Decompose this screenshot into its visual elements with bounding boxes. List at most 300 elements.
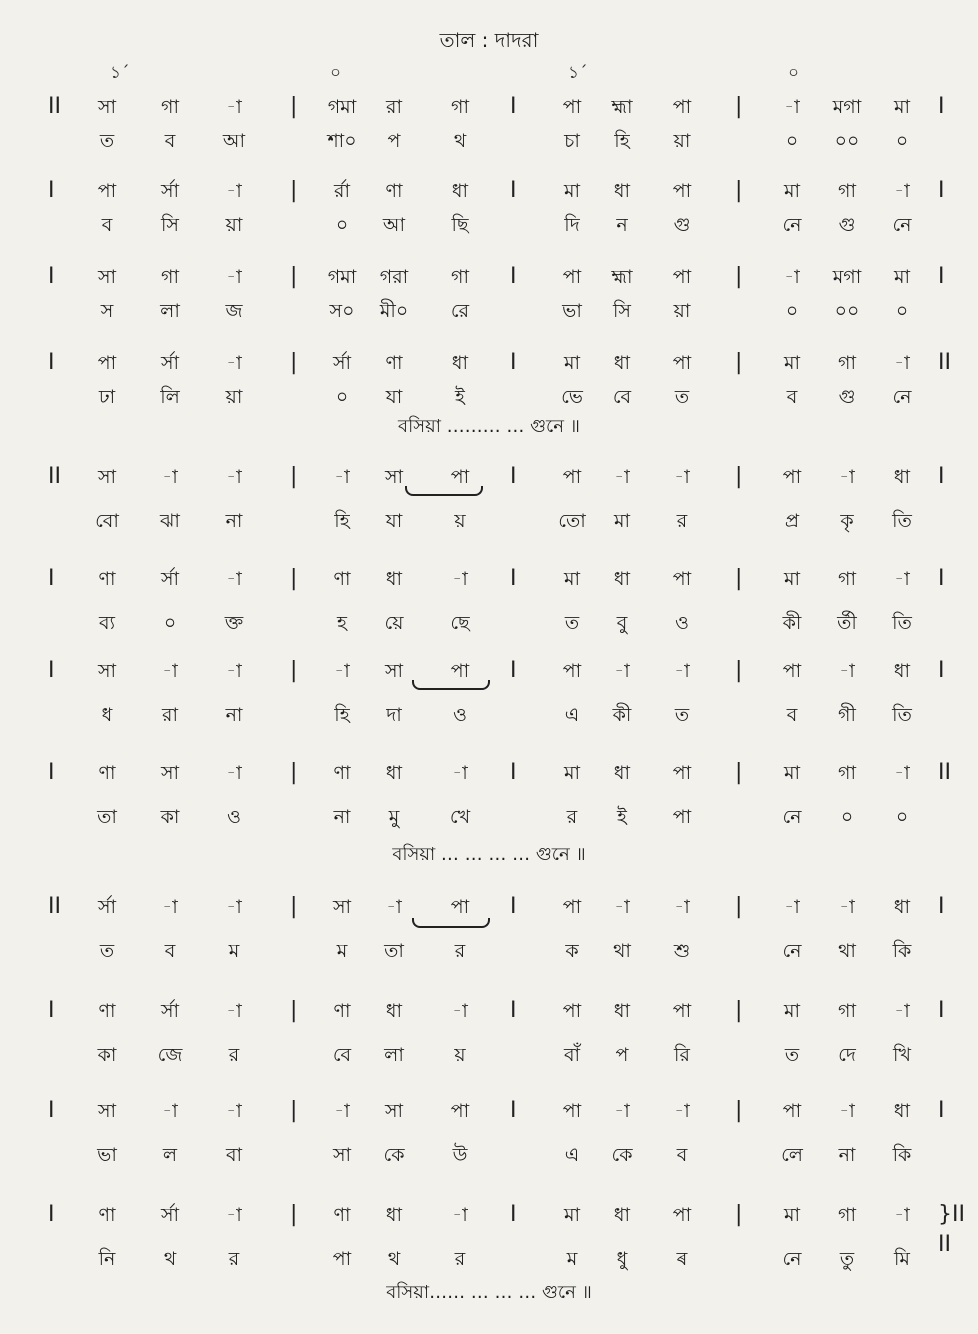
swar-note: ণা [333, 1204, 351, 1226]
bani-syllable: দা [386, 704, 402, 726]
swar-note: গমা [327, 266, 357, 288]
bani-syllable: তা [384, 940, 404, 962]
bar-line: | [290, 658, 298, 683]
swar-note: পা [782, 1100, 802, 1122]
swar-line [0, 1096, 978, 1136]
swar-note: পা [672, 352, 692, 374]
swar-note: -া [162, 466, 178, 488]
swar-note: -া [334, 466, 350, 488]
bani-syllable: বাঁ [563, 1044, 581, 1066]
bani-syllable: ত [784, 1044, 800, 1066]
bani-syllable: নে [782, 214, 802, 236]
swar-note: সা [97, 266, 117, 288]
bani-syllable: কা [160, 806, 180, 828]
swar-note: পা [450, 466, 470, 488]
swar-note: -া [226, 1100, 242, 1122]
bani-syllable: ত [674, 704, 690, 726]
swar-note: ণা [98, 1000, 116, 1022]
bani-syllable: ত [99, 940, 115, 962]
swar-note: -া [452, 568, 468, 590]
swar-note: পা [562, 1000, 582, 1022]
swar-note: র্রা [334, 180, 350, 202]
slur-mark [412, 680, 490, 690]
bani-syllable: চা [564, 130, 580, 152]
swar-note: -া [226, 896, 242, 918]
bar-line: | [290, 566, 298, 591]
swar-note: -া [674, 466, 690, 488]
bani-syllable: কী [782, 612, 802, 634]
bar-line: | [735, 94, 743, 119]
bani-syllable: না [225, 704, 243, 726]
bani-syllable: হি [614, 130, 630, 152]
bani-syllable: শা০ [327, 130, 357, 152]
swar-note: গা [451, 266, 469, 288]
bani-syllable: মু [388, 806, 400, 828]
bani-syllable: ০ [895, 300, 909, 322]
swar-note: গা [838, 1000, 856, 1022]
bar-line: I [510, 894, 517, 919]
swar-note: -া [674, 1100, 690, 1122]
beat-mark: ১´ [110, 63, 130, 83]
swar-note: ধা [613, 1000, 631, 1022]
swar-note: -া [226, 1000, 242, 1022]
bar-line: I [48, 566, 55, 591]
swar-note: ণা [333, 1000, 351, 1022]
bani-syllable: থ [387, 1248, 401, 1270]
swar-note: হ্মা [611, 96, 633, 118]
swar-note: -া [614, 466, 630, 488]
bar-line: | [735, 350, 743, 375]
bani-syllable: ত [674, 386, 690, 408]
swar-note: -া [839, 1100, 855, 1122]
bani-syllable: থ [453, 130, 467, 152]
swar-note: মা [783, 1000, 801, 1022]
swar-note: -া [839, 660, 855, 682]
bar-line: I [510, 94, 517, 119]
bar-line: | [735, 178, 743, 203]
bani-syllable: নি [98, 1248, 116, 1270]
bani-syllable: ব [786, 386, 798, 408]
bani-syllable: লে [781, 1144, 803, 1166]
bani-syllable: র [454, 940, 466, 962]
swar-note: পা [782, 660, 802, 682]
swar-note: মা [783, 568, 801, 590]
bar-line: | [735, 1098, 743, 1123]
bar-line: | [290, 94, 298, 119]
bani-syllable: মি [894, 1248, 910, 1270]
swar-note: ধা [893, 660, 911, 682]
bani-syllable: রা [162, 704, 178, 726]
bani-line [0, 126, 978, 166]
bani-syllable: কি [892, 940, 912, 962]
bani-line [0, 802, 978, 842]
swar-note: -া [674, 660, 690, 682]
bani-syllable: ০ [895, 806, 909, 828]
swar-note: মগা [832, 96, 862, 118]
swar-note: মা [563, 180, 581, 202]
swar-line [0, 564, 978, 604]
swar-note: পা [672, 180, 692, 202]
swar-note: ধা [893, 896, 911, 918]
bar-line: | [290, 264, 298, 289]
swar-note: -া [226, 762, 242, 784]
bar-line: I [510, 178, 517, 203]
swar-note: ণা [385, 180, 403, 202]
swar-note: -া [674, 896, 690, 918]
bani-syllable: প্র [784, 510, 800, 532]
bar-line: II [938, 350, 951, 375]
swar-note: মগা [832, 266, 862, 288]
bani-syllable: পা [332, 1248, 352, 1270]
refrain-line: বসিয়া…… … … … গুনে ॥ [386, 1282, 592, 1303]
bani-syllable: ধু [616, 1248, 628, 1270]
swar-note: -া [614, 896, 630, 918]
swar-note: পা [562, 1100, 582, 1122]
bar-line: I [48, 350, 55, 375]
bani-syllable: ও [675, 612, 689, 634]
bani-syllable: ব্য [98, 612, 116, 634]
swar-note: মা [563, 1204, 581, 1226]
bar-line: I [48, 1098, 55, 1123]
swar-note: -া [894, 180, 910, 202]
bar-line: | [735, 658, 743, 683]
swar-note: গমা [327, 96, 357, 118]
swar-note: ধা [451, 352, 469, 374]
swar-note: ধা [385, 1000, 403, 1022]
bani-syllable: শু [673, 940, 691, 962]
bani-syllable: জে [157, 1044, 183, 1066]
bani-syllable: থা [838, 940, 856, 962]
bani-syllable: তু [839, 1248, 855, 1270]
bani-syllable: থা [613, 940, 631, 962]
bani-syllable: ০০ [834, 130, 860, 152]
bani-syllable: স০ [329, 300, 355, 322]
bani-syllable: ভা [562, 300, 582, 322]
bani-syllable: রি [674, 1044, 690, 1066]
bani-syllable: র [228, 1248, 240, 1270]
bani-syllable: মী০ [379, 300, 409, 322]
bani-syllable: আ [382, 214, 406, 236]
swar-note: ধা [613, 762, 631, 784]
swar-note: সা [384, 1100, 404, 1122]
swar-note: -া [452, 1204, 468, 1226]
bani-syllable: নে [782, 1248, 802, 1270]
bani-syllable: য়া [673, 130, 691, 152]
bani-syllable: ম [228, 940, 240, 962]
bani-syllable: র্তী [837, 612, 857, 634]
swar-note: -া [894, 568, 910, 590]
bani-syllable: গু [838, 214, 856, 236]
bar-line: I [938, 566, 945, 591]
bani-syllable: ঢা [98, 386, 116, 408]
swar-note: ধা [451, 180, 469, 202]
swar-note: -া [226, 660, 242, 682]
bani-syllable: য়ে [384, 612, 404, 634]
bani-syllable: খে [449, 806, 471, 828]
bani-syllable: যা [385, 386, 403, 408]
refrain-line: বসিয়া … … … … গুনে ॥ [392, 844, 586, 865]
swar-note: -া [162, 896, 178, 918]
swar-note: ধা [613, 180, 631, 202]
swar-note: ধা [613, 568, 631, 590]
bani-syllable: এ [564, 1144, 580, 1166]
swar-note: পা [672, 1204, 692, 1226]
swar-note: ধা [893, 1100, 911, 1122]
bani-syllable: তি [892, 612, 912, 634]
swar-note: ণা [98, 762, 116, 784]
bar-line: | [290, 894, 298, 919]
swar-note: পা [672, 762, 692, 784]
bani-syllable: ছি [451, 214, 469, 236]
bar-line: I [938, 94, 945, 119]
bani-syllable: মা [613, 510, 631, 532]
bani-syllable: য় [454, 1044, 466, 1066]
swar-note: পা [450, 1100, 470, 1122]
beat-mark: ০ [330, 63, 342, 83]
swar-note: পা [562, 466, 582, 488]
bani-syllable: ম [566, 1248, 578, 1270]
bani-syllable: বা [225, 1144, 243, 1166]
bani-syllable: ক [565, 940, 579, 962]
bar-line: II [48, 94, 61, 119]
swar-note: ধা [613, 352, 631, 374]
bar-line: I [48, 1202, 55, 1227]
swar-note: মা [893, 266, 911, 288]
bani-syllable: ই [617, 806, 627, 828]
bani-syllable: তো [558, 510, 586, 532]
swar-note: গা [161, 266, 179, 288]
bar-line: I [510, 464, 517, 489]
bani-syllable: থ [163, 1248, 177, 1270]
bani-line [0, 1140, 978, 1180]
bar-line: }II II [938, 1202, 965, 1257]
bani-syllable: ০ [785, 300, 799, 322]
bani-syllable: ০ [335, 214, 349, 236]
swar-note: -া [452, 762, 468, 784]
slur-mark [405, 486, 483, 496]
swar-note: -া [162, 660, 178, 682]
bani-syllable: কৃ [840, 510, 854, 532]
bar-line: | [735, 566, 743, 591]
bani-syllable: ধ [101, 704, 113, 726]
swar-note: মা [783, 352, 801, 374]
swar-note: পা [562, 896, 582, 918]
swar-note: -া [894, 352, 910, 374]
bar-line: | [735, 998, 743, 1023]
bani-syllable: ৰ [676, 1248, 688, 1270]
swar-note: -া [226, 1204, 242, 1226]
tal-heading: তাল : দাদরা [439, 28, 539, 52]
swar-line [0, 892, 978, 932]
swar-note: রা [386, 96, 402, 118]
bani-syllable: কে [611, 1144, 633, 1166]
swar-note: -া [839, 466, 855, 488]
swar-note: সা [384, 660, 404, 682]
bar-line: I [510, 1202, 517, 1227]
swar-note: সা [97, 466, 117, 488]
bar-line: I [48, 178, 55, 203]
swar-note: -া [226, 568, 242, 590]
swar-note: পা [450, 660, 470, 682]
bar-line: | [735, 264, 743, 289]
swar-note: -া [784, 266, 800, 288]
bani-syllable: বে [612, 386, 632, 408]
bani-syllable: যা [385, 510, 403, 532]
bar-line: I [510, 658, 517, 683]
bani-syllable: রে [450, 300, 470, 322]
swar-note: মা [563, 568, 581, 590]
bar-line: I [48, 760, 55, 785]
bani-syllable: ভে [561, 386, 583, 408]
bar-line: I [938, 464, 945, 489]
bani-syllable: প [615, 1044, 629, 1066]
bani-line [0, 1040, 978, 1080]
swar-note: পা [450, 896, 470, 918]
swar-note: গা [838, 762, 856, 784]
swar-note: পা [672, 96, 692, 118]
bar-line: | [290, 1202, 298, 1227]
bani-syllable: আ [222, 130, 246, 152]
swar-note: পা [672, 266, 692, 288]
bani-syllable: য়া [225, 214, 243, 236]
bani-syllable: দি [564, 214, 580, 236]
swar-note: মা [563, 762, 581, 784]
beat-mark: ১´ [568, 63, 588, 83]
swar-note: র্সা [332, 352, 352, 374]
bar-line: | [290, 178, 298, 203]
bani-syllable: নে [782, 806, 802, 828]
bani-syllable: গু [673, 214, 691, 236]
swar-note: র্সা [160, 1204, 180, 1226]
swar-note: -া [784, 96, 800, 118]
bani-syllable: তি [892, 704, 912, 726]
bani-syllable: না [333, 806, 351, 828]
bani-syllable: খি [893, 1044, 911, 1066]
bani-syllable: ত [99, 130, 115, 152]
swar-note: পা [562, 266, 582, 288]
slur-mark [412, 918, 490, 928]
bani-syllable: ম [336, 940, 348, 962]
bani-line [0, 700, 978, 740]
bani-syllable: বু [616, 612, 628, 634]
swar-line [0, 1200, 978, 1257]
bani-syllable: ব [676, 1144, 688, 1166]
bar-line: | [735, 760, 743, 785]
swar-note: ধা [385, 568, 403, 590]
swar-note: -া [226, 180, 242, 202]
bani-syllable: ০ [895, 130, 909, 152]
swar-note: র্সা [160, 352, 180, 374]
swar-note: -া [839, 896, 855, 918]
bani-syllable: ন [616, 214, 628, 236]
bani-syllable: কী [612, 704, 632, 726]
swar-line [0, 996, 978, 1036]
bar-line: I [510, 264, 517, 289]
swar-note: ণা [333, 762, 351, 784]
bani-syllable: নে [782, 940, 802, 962]
bar-line: | [290, 1098, 298, 1123]
beat-mark: ০ [788, 63, 800, 83]
swar-note: গা [451, 96, 469, 118]
bani-syllable: না [225, 510, 243, 532]
bar-line: | [735, 1202, 743, 1227]
swar-note: -া [334, 660, 350, 682]
bani-syllable: ০ [335, 386, 349, 408]
bar-line: I [938, 1098, 945, 1123]
swar-note: -া [614, 660, 630, 682]
swar-note: -া [894, 1000, 910, 1022]
bani-syllable: সি [613, 300, 631, 322]
bar-line: I [938, 998, 945, 1023]
bani-syllable: না [838, 1144, 856, 1166]
swar-note: মা [783, 1204, 801, 1226]
bani-syllable: নে [892, 214, 912, 236]
swar-note: সা [384, 466, 404, 488]
bani-syllable: য়া [225, 386, 243, 408]
swar-note: মা [783, 762, 801, 784]
bar-line: II [48, 894, 61, 919]
swar-line [0, 462, 978, 502]
bani-syllable: হি [334, 510, 350, 532]
swar-note: -া [226, 466, 242, 488]
bar-line: I [510, 760, 517, 785]
bani-syllable: হি [334, 704, 350, 726]
refrain-line: বসিয়া ……… … গুনে ॥ [398, 416, 580, 437]
swar-note: গরা [379, 266, 409, 288]
bani-syllable: র [566, 806, 578, 828]
swar-note: ণা [98, 1204, 116, 1226]
bar-line: I [48, 264, 55, 289]
bani-line [0, 296, 978, 336]
bar-line: I [48, 998, 55, 1023]
swar-note: সা [332, 896, 352, 918]
swar-note: গা [838, 568, 856, 590]
bani-syllable: এ [564, 704, 580, 726]
bani-syllable: কা [97, 1044, 117, 1066]
swar-note: ণা [385, 352, 403, 374]
bani-syllable: ই [455, 386, 465, 408]
bar-line: I [938, 658, 945, 683]
bar-line: | [290, 464, 298, 489]
swar-note: গা [838, 352, 856, 374]
bani-syllable: য় [454, 510, 466, 532]
swar-note: র্সা [160, 1000, 180, 1022]
swar-note: পা [672, 568, 692, 590]
swar-note: -া [784, 896, 800, 918]
swar-note: পা [97, 352, 117, 374]
bani-syllable: কে [383, 1144, 405, 1166]
swar-note: -া [226, 266, 242, 288]
bar-line: I [938, 264, 945, 289]
swar-note: র্সা [160, 568, 180, 590]
bani-syllable: র [454, 1248, 466, 1270]
swar-note: -া [334, 1100, 350, 1122]
bar-line: I [510, 350, 517, 375]
bani-syllable: লা [160, 300, 180, 322]
bar-line: | [290, 760, 298, 785]
swar-line [0, 758, 978, 798]
swar-line [0, 656, 978, 696]
bani-syllable: ০ [163, 612, 177, 634]
bar-line: I [48, 658, 55, 683]
bani-line [0, 506, 978, 546]
swar-note: ধা [385, 1204, 403, 1226]
swar-note: মা [783, 180, 801, 202]
bani-syllable: লা [384, 1044, 404, 1066]
swar-note: ণা [333, 568, 351, 590]
swar-note: ধা [893, 466, 911, 488]
bani-syllable: ব [164, 130, 176, 152]
